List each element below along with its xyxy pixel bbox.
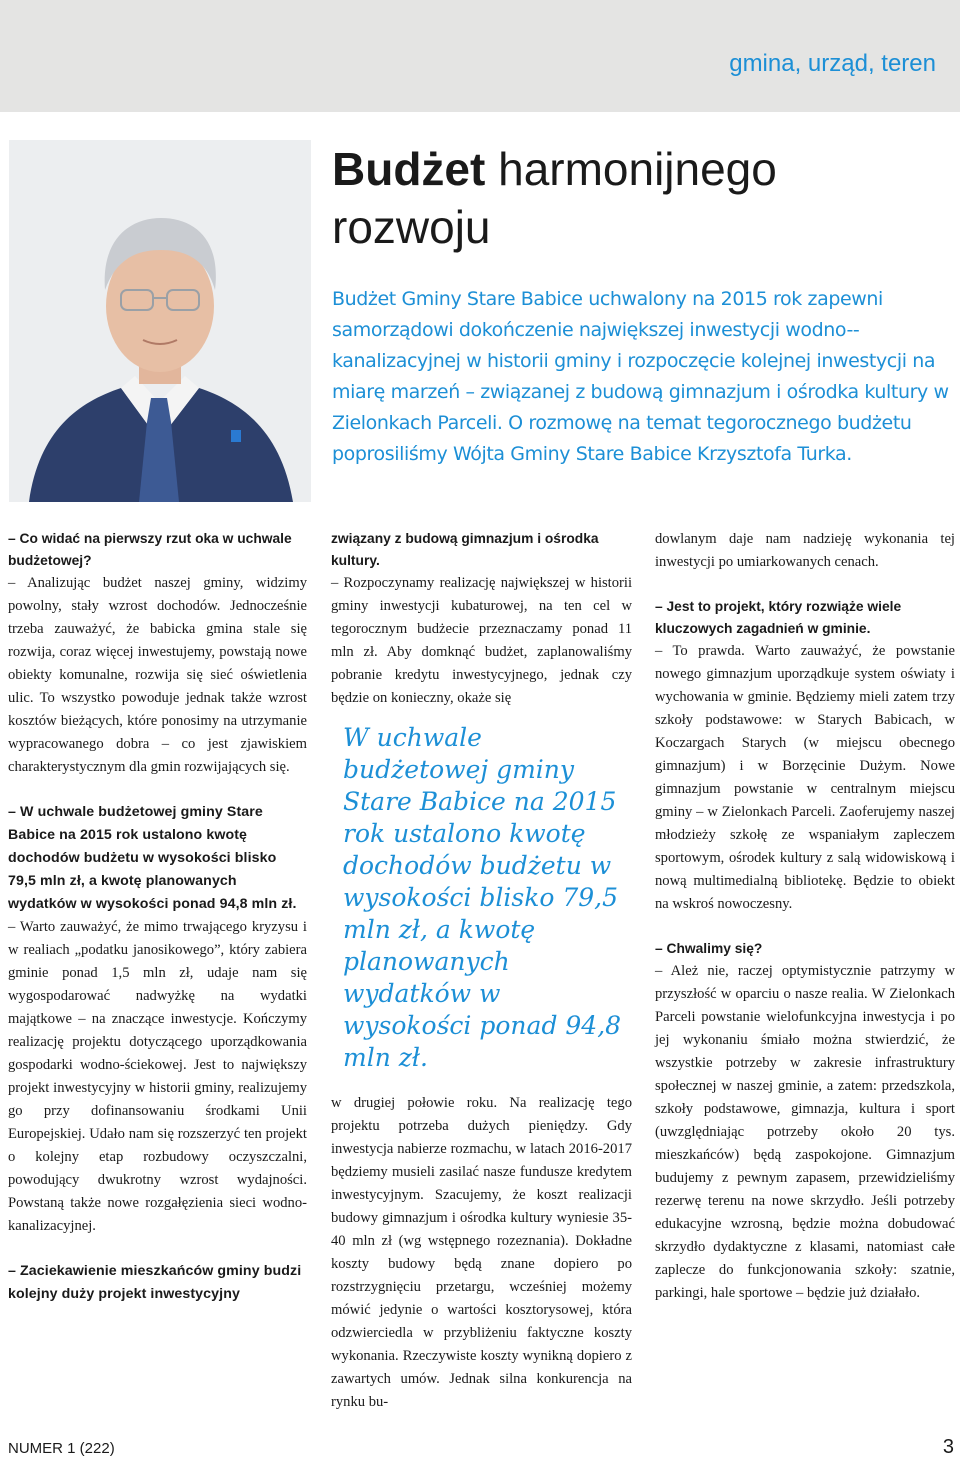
question-5: – Chwalimy się? [655, 941, 763, 956]
question-1: – Co widać na pierwszy rzut oka w uchwale budżetowej? [8, 531, 292, 568]
question-2: – W uchwale budżetowej gminy Stare Babice na 2015 rok ustalono kwotę dochodów budżetu w wysokości blisko 79,5 mln zł, a kwotę planowanych wydatków w wysokości ponad 94,8 mln zł. [8, 804, 297, 912]
article-title-bold: Budżet [332, 143, 486, 195]
answer-5: – Ależ nie, raczej optymistycznie patrzymy w przyszłość w oparciu o nasze realia. W Zielonkach Parceli powstanie wielofunkcyjna inwestycja i po jej wykonaniu śmiało można stwierdzić, że wszystkie potrzeby w zakresie infrastruktury społecznej w naszej gminie, a zatem: przedszkola, szkoły podstawowe, gimnazja, kultura i sport (uwzględniając potrzeby około 20 tys. mieszkańców) będą zaspokojone. Gimnazjum budujemy z pewnym zapasem, przewidzieliśmy rezerwę terenu na nowe skrzydło. Jeśli potrzeby edukacyjne wzrosną, będzie można dobudować skrzydło dydaktyczne z klasami, natomiast całe zaplecze do funkcjonowania szkoły: szatnie, parkingi, hale sportowe – będzie już działało. [655, 963, 955, 1301]
text-column-2 [331, 528, 632, 1414]
answer-3-end: dowlanym daje nam nadzieję wykonania tej inwestycji po umiarkowanych cenach. [655, 531, 955, 570]
pull-quote: W uchwale budżetowej gminy Stare Babice na 2015 rok ustalono kwotę dochodów budżetu w wysokości blisko 79,5 mln zł, a kwotę planowanych wydatków w wysokości ponad 94,8 mln zł. [343, 723, 622, 1072]
portrait-photo [9, 140, 311, 502]
answer-4: – To prawda. Warto zauważyć, że powstanie nowego gimnazjum uporządkuje system oświaty i wychowania w gminie. Będziemy mieli zatem trzy szkoły podstawowe: w Starych Babicach, w Koczargach Starych (w miejscu obecnego gimnazjum) i w Borzęcinie Dużym. Nowe gimnazjum powstanie w centralnym miejscu gminy – w Zielonkach Parceli. Zaoferujemy naszej młodzieży szkołę ze wspaniałym zapleczem sportowym, ośrodek kultury z salą widowiskową i nową multimedialną bibliotekę. Będzie to obiekt na wskroś nowoczesny. [655, 643, 955, 912]
question-4: – Jest to projekt, który rozwiąże wiele kluczowych zagadnień w gminie. [655, 599, 902, 636]
question-3: – Zaciekawienie mieszkańców gminy budzi kolejny duży projekt inwestycyjny [8, 1263, 302, 1302]
portrait-illustration [9, 140, 311, 502]
article-title-rest: harmonijnego rozwoju [332, 143, 777, 253]
answer-3: – Rozpoczynamy realizację największej w historii gminy inwestycji kubaturowej, na ten cel w tegorocznym budżecie przeznaczamy ponad 11 mln zł. Aby domknąć budżet, zaplanowaliśmy pobranie kredytu inwestycyjnego, jednak czy będzie on konieczny, okaże się [331, 575, 632, 706]
answer-3-continued: w drugiej połowie roku. Na realizację tego projektu potrzeba dużych pieniędzy. Gdy inwestycja nabierze rozmachu, w latach 2016-2017 będziemy musieli zasilać nasze fundusze kredytem inwestycyjnym. Szacujemy, że koszt realizacji budowy gimnazjum i ośrodka kultury wyniesie 35-40 mln zł (wg wstępnego rozeznania). Dokładne koszty budowy będą znane dopiero po rozstrzygnięciu przetargu, wcześniej możemy mówić jedynie o wartości kosztorysowej, która odzwierciedla w przybliżeniu faktyczne koszty wykonania. Rzeczywiste koszty wynikną dopiero z zawartych umów. Jednak silna konkurencja na rynku bu- [331, 1095, 632, 1410]
answer-1: – Analizując budżet naszej gminy, widzimy powolny, stały wzrost dochodów. Jednocześnie trzeba zauważyć, że babicka gmina stale się rozwija, coraz więcej inwestujemy, powstają nowe obiekty komunalne, rozwija się sieć oświetlenia ulic. To wszystko powoduje jednak także wzrost kosztów bieżących, które ponosimy na utrzymanie wypracowanego dobra – co jest zjawiskiem charakterystycznym dla gmin rozwijających się. [8, 575, 307, 775]
section-tag: gmina, urząd, teren [729, 50, 936, 77]
article-lead: Budżet Gminy Stare Babice uchwalony na 2015 rok zapewni samorządowi dokończenie największej inwestycji wodno--kanalizacyjnej w historii gminy i rozpoczęcie kolejnej inwestycji na miarę marzeń – związanej z budową gimnazjum i ośrodka kultury w Zielonkach Parceli. O rozmowę na temat tegorocznego budżetu poprosiliśmy Wójta Gminy Stare Babice Krzysztofa Turka. [332, 288, 949, 465]
text-column-3 [655, 528, 955, 1305]
page-number: 3 [942, 1436, 954, 1458]
text-column-1 [8, 528, 307, 1306]
issue-number: NUMER 1 (222) [8, 1440, 115, 1457]
article-title [332, 140, 942, 256]
question-3-continued: związany z budową gimnazjum i ośrodka kultury. [331, 531, 599, 568]
answer-2: – Warto zauważyć, że mimo trwającego kryzysu i w realiach „podatku janosikowego”, który zabiera gminie ponad 1,5 mln zł, udaje nam się wygospodarować nadwyżkę na wydatki majątkowe – na znaczące inwestycje. Kończymy realizację projektu dotyczącego uporządkowania gospodarki wodno-ściekowej. Jest to największy projekt inwestycyjny w historii gminy, realizujemy go przy dofinansowaniu środkami Unii Europejskiej. Udało nam się rozszerzyć ten projekt o kolejny etap rozbudowy oczyszczalni, powodujący dwukrotny wzrost wydajności. Powstaną także nowe rozgałęzienia sieci wodno-kanalizacyjnej. [8, 919, 307, 1234]
